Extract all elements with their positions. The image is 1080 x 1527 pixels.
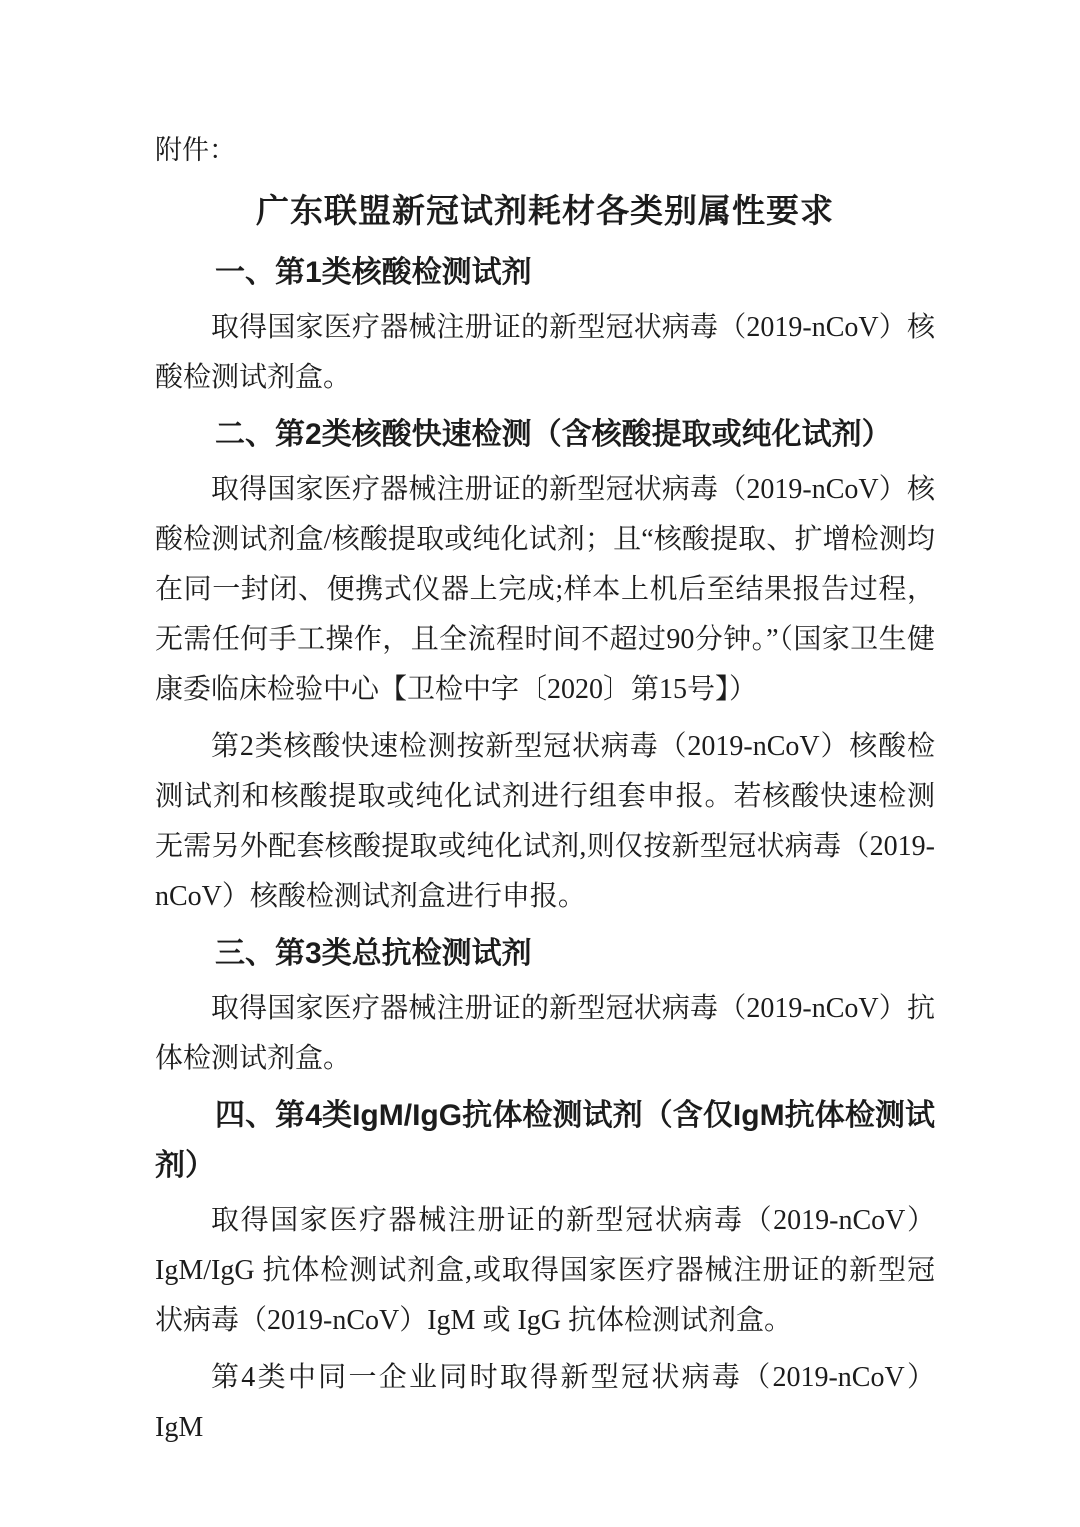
section-2-heading: 二、第2类核酸快速检测（含核酸提取或纯化试剂） xyxy=(215,418,892,451)
section-1-heading: 一、第1类核酸检测试剂 xyxy=(215,256,532,289)
section-4-paragraph-2: 第4类中同一企业同时取得新型冠状病毒（2019-nCoV）IgM xyxy=(155,1362,935,1443)
section-4-paragraph-1: 取得国家医疗器械注册证的新型冠状病毒（2019-nCoV）IgM/IgG 抗体检测试剂盒,或取得国家医疗器械注册证的新型冠状病毒（2019-nCoV）IgM 或 IgG 抗体检测试剂盒。 xyxy=(155,1205,935,1336)
document-title: 广东联盟新冠试剂耗材各类别属性要求 xyxy=(256,192,834,229)
section-2 xyxy=(155,410,935,922)
section-3-paragraph-1: 取得国家医疗器械注册证的新型冠状病毒（2019-nCoV）抗体检测试剂盒。 xyxy=(155,993,935,1074)
attachment-label: 附件： xyxy=(155,135,236,165)
section-3-heading: 三、第3类总抗检测试剂 xyxy=(215,937,532,970)
section-4 xyxy=(155,1091,935,1453)
section-2-paragraph-2: 第2类核酸快速检测按新型冠状病毒（2019-nCoV）核酸检测试剂和核酸提取或纯化试剂进行组套申报。若核酸快速检测无需另外配套核酸提取或纯化试剂,则仅按新型冠状病毒（2019-nCoV）核酸检测试剂盒进行申报。 xyxy=(155,731,935,912)
section-1-paragraph-1: 取得国家医疗器械注册证的新型冠状病毒（2019-nCoV）核酸检测试剂盒。 xyxy=(155,312,935,393)
section-1 xyxy=(155,248,935,403)
section-4-heading: 四、第4类IgM/IgG抗体检测试剂（含仅IgM抗体检测试剂） xyxy=(155,1099,935,1182)
section-3 xyxy=(155,929,935,1084)
section-2-paragraph-1: 取得国家医疗器械注册证的新型冠状病毒（2019-nCoV）核酸检测试剂盒/核酸提取或纯化试剂；且“核酸提取、扩增检测均在同一封闭、便携式仪器上完成;样本上机后至结果报告过程，无需任何手工操作，且全流程时间不超过90分钟。”（国家卫生健康委临床检验中心【卫检中字〔2020〕第15号】） xyxy=(155,474,935,705)
